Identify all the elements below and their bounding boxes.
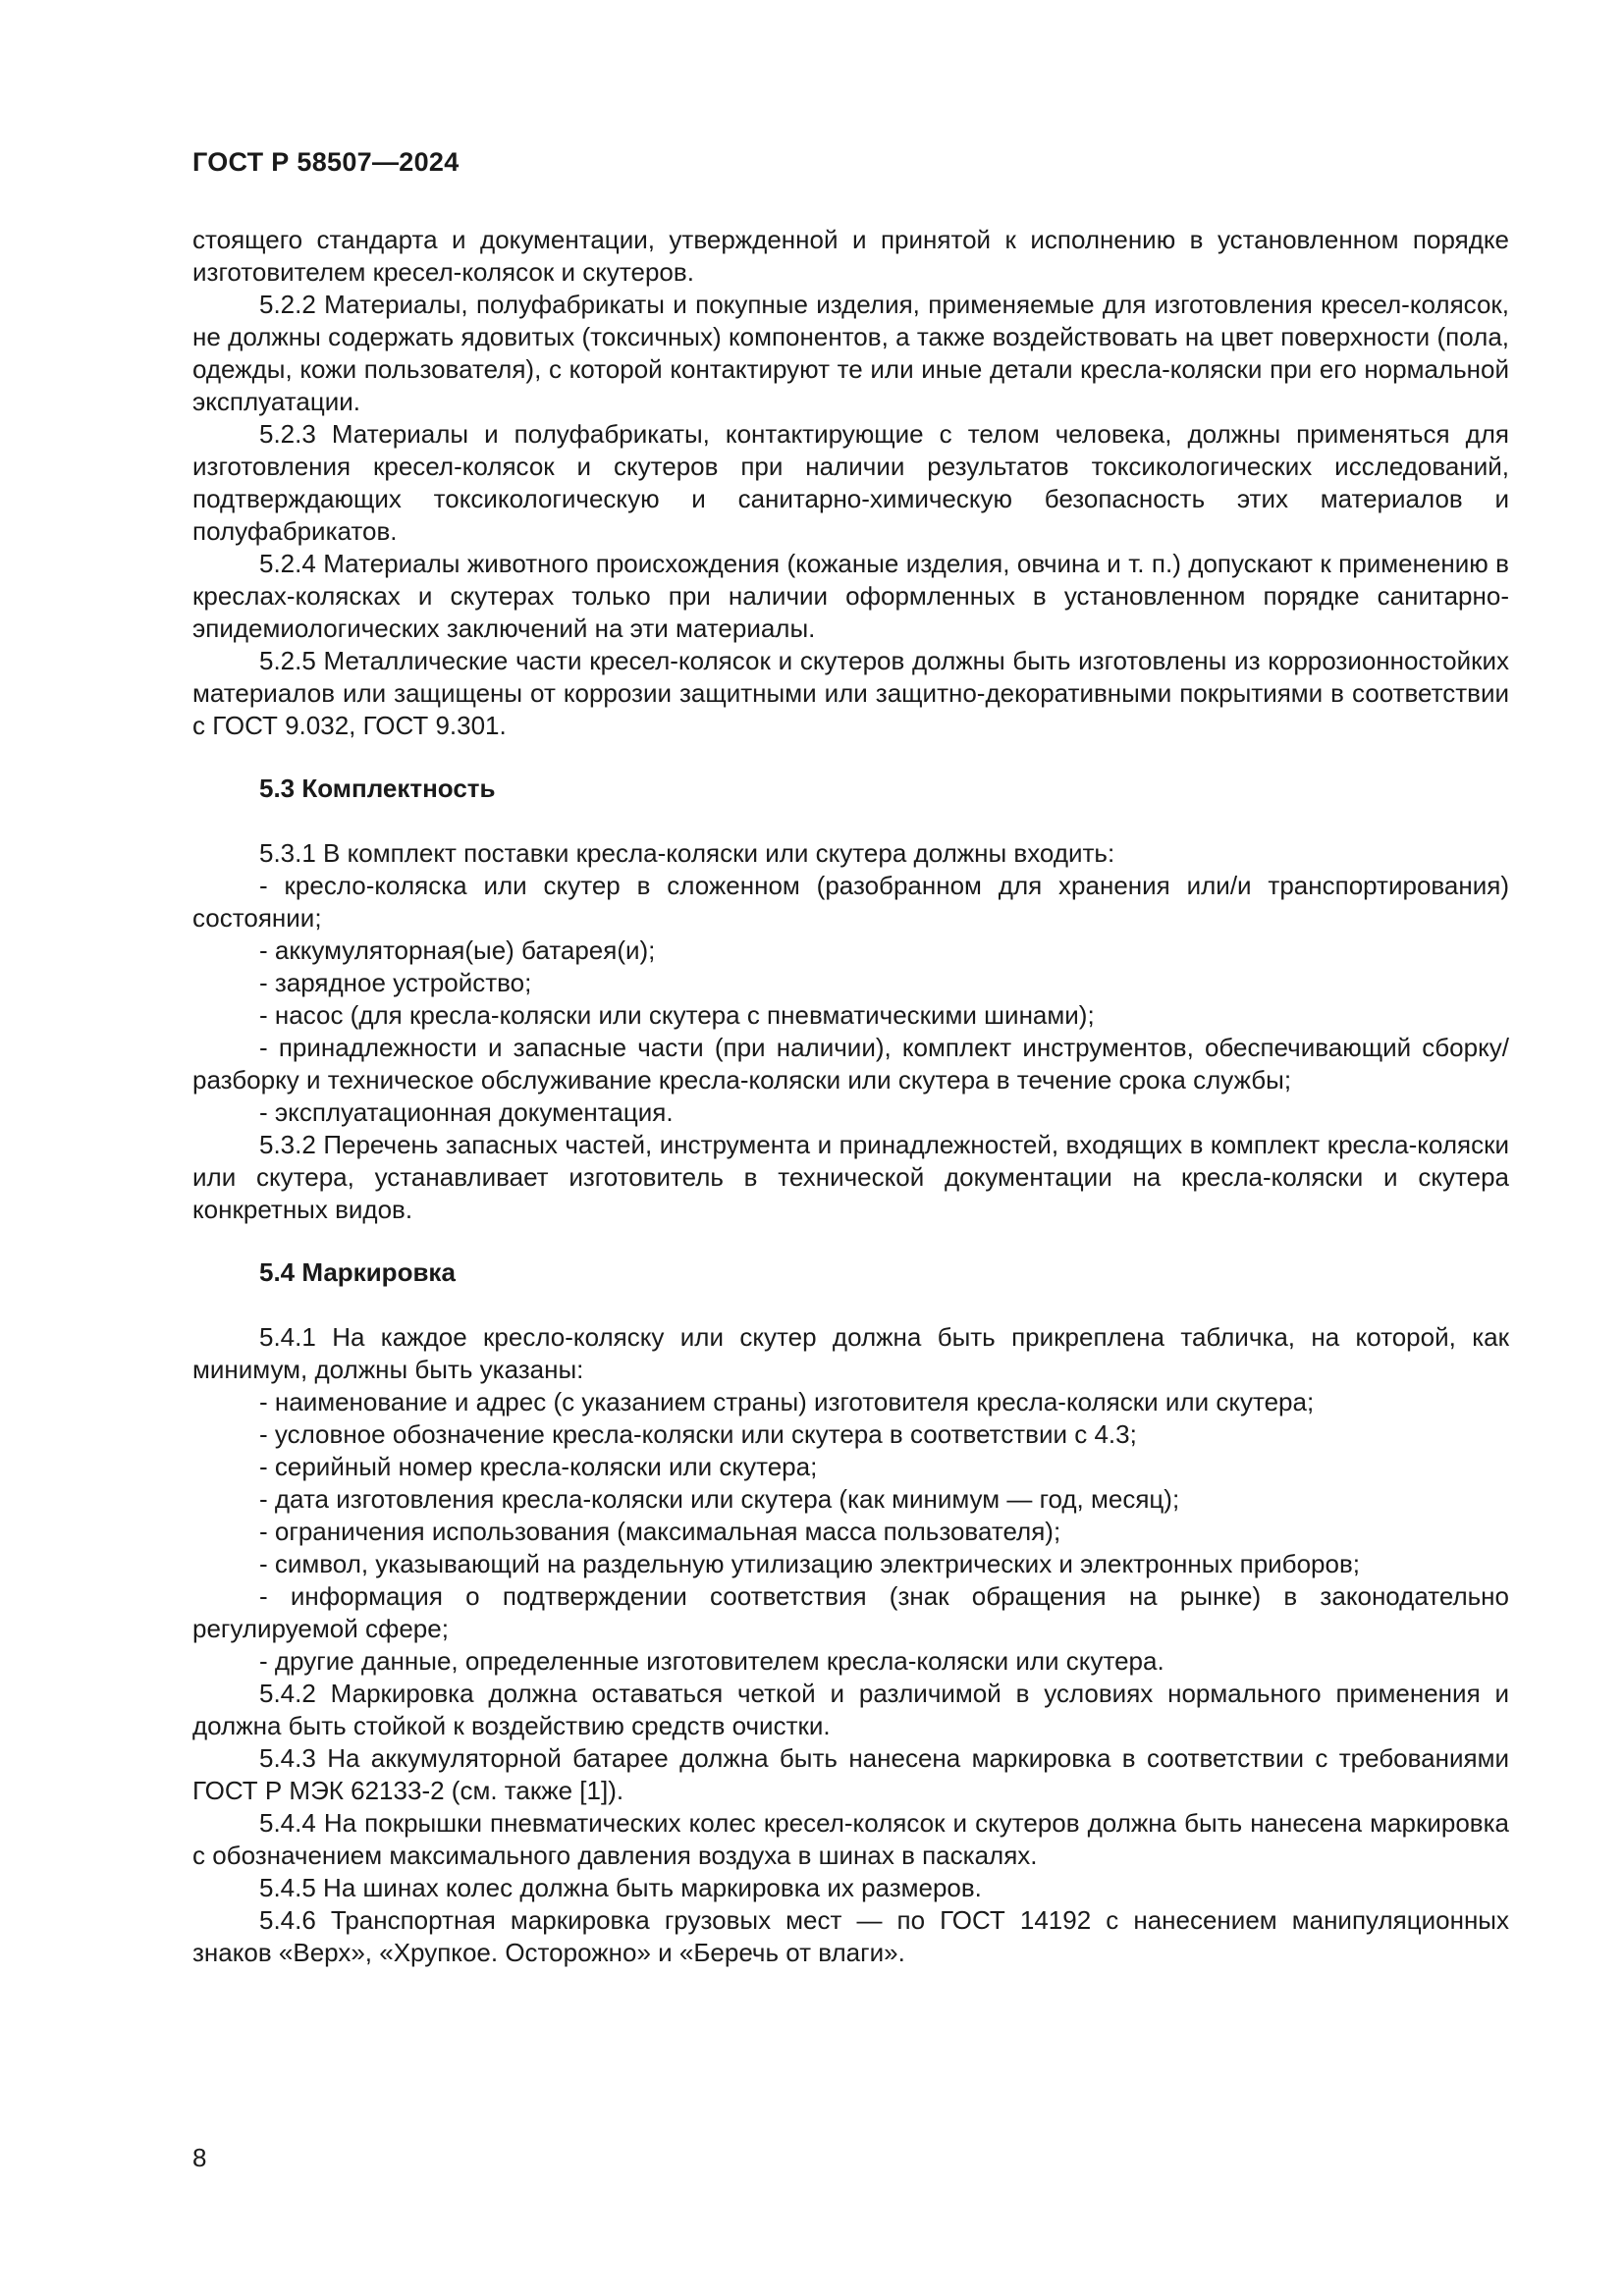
list-item: - серийный номер кресла-коляски или скутера; [259,1452,818,1481]
paragraph-5-2-5: 5.2.5 Металлические части кресел-колясок и скутеров должны быть изготовлены из коррозионностойких материалов или защищены от коррозии защитными или защитно-декоративными покрытиями в соответствии с ГОСТ 9.032, ГОСТ 9.301. [192,646,1509,740]
page-number: 8 [192,2143,207,2172]
paragraph-5-2-2: 5.2.2 Материалы, полуфабрикаты и покупные изделия, применяемые для изготовления кресел-колясок, не должны содержать ядовитых (токсичных) компонентов, а также воздействовать на цвет поверхности (пола, одежды, кожи пользователя), с которой контактируют те или иные детали кресла-коляски при его нормальной эксплуатации. [192,290,1509,416]
list-5-4-1 [192,1386,1509,1678]
list-item: - кресло-коляска или скутер в сложенном (разобранном для хранения или/и транспортирования) состоянии; [192,871,1509,933]
paragraph-5-4-4: 5.4.4 На покрышки пневматических колес кресел-колясок и скутеров должна быть нанесена маркировка с обозначением максимального давления воздуха в шинах в паскалях. [192,1808,1509,1870]
list-item: - аккумуляторная(ые) батарея(и); [259,935,656,965]
document-header: ГОСТ Р 58507—2024 [192,147,460,177]
document-body [192,224,1509,1969]
list-item: - ограничения использования (максимальная масса пользователя); [259,1517,1061,1546]
list-item: - принадлежности и запасные части (при наличии), комплект инструментов, обеспечивающий сборку/разборку и техническое обслуживание кресла-коляски или скутера в течение срока службы; [192,1033,1509,1095]
list-5-3-1 [192,870,1509,1129]
section-heading-5-3: 5.3 Комплектность [259,774,496,803]
paragraph-5-3-1: 5.3.1 В комплект поставки кресла-коляски или скутера должны входить: [259,838,1115,868]
list-item: - другие данные, определенные изготовителем кресла-коляски или скутера. [259,1646,1164,1676]
list-item: - насос (для кресла-коляски или скутера с пневматическими шинами); [259,1000,1095,1030]
paragraph-5-4-1: 5.4.1 На каждое кресло-коляску или скутер должна быть прикреплена табличка, на которой, как минимум, должны быть указаны: [192,1322,1509,1384]
paragraph-5-4-5: 5.4.5 На шинах колес должна быть маркировка их размеров. [259,1873,982,1902]
list-item: - зарядное устройство; [259,968,532,997]
paragraph-5-4-2: 5.4.2 Маркировка должна оставаться четкой и различимой в условиях нормального применения и должна быть стойкой к воздействию средств очистки. [192,1679,1509,1740]
list-item: - дата изготовления кресла-коляски или скутера (как минимум — год, месяц); [259,1484,1180,1514]
list-item: - информация о подтверждении соответствия (знак обращения на рынке) в законодательно регулируемой сфере; [192,1581,1509,1643]
list-item: - символ, указывающий на раздельную утилизацию электрических и электронных приборов; [259,1549,1360,1578]
list-item: - условное обозначение кресла-коляски или скутера в соответствии с 4.3; [259,1419,1137,1449]
list-item: - наименование и адрес (с указанием страны) изготовителя кресла-коляски или скутера; [259,1387,1315,1416]
paragraph-5-2-3: 5.2.3 Материалы и полуфабрикаты, контактирующие с телом человека, должны применяться для изготовления кресел-колясок и скутеров при наличии результатов токсикологических исследований, подтверждающих токсикологическую и санитарно-химическую безопасность этих материалов и полуфабрикатов. [192,419,1509,546]
paragraph-5-2-4: 5.2.4 Материалы животного происхождения (кожаные изделия, овчина и т. п.) допускают к применению в креслах-колясках и скутерах только при наличии оформленных в установленном порядке санитарно-эпидемиологических заключений на эти материалы. [192,549,1509,643]
section-heading-5-4: 5.4 Маркировка [259,1257,456,1287]
paragraph-continuation: стоящего стандарта и документации, утвержденной и принятой к исполнению в установленном порядке изготовителем кресел-колясок и скутеров. [192,225,1509,287]
paragraph-5-3-2: 5.3.2 Перечень запасных частей, инструмента и принадлежностей, входящих в комплект кресла-коляски или скутера, устанавливает изготовитель в технической документации на кресла-коляски и скутера конкретных видов. [192,1130,1509,1224]
paragraph-5-4-3: 5.4.3 На аккумуляторной батарее должна быть нанесена маркировка в соответствии с требованиями ГОСТ Р МЭК 62133-2 (см. также [1]). [192,1743,1509,1805]
list-item: - эксплуатационная документация. [259,1097,674,1127]
paragraph-5-4-6: 5.4.6 Транспортная маркировка грузовых мест — по ГОСТ 14192 с нанесением манипуляционных знаков «Верх», «Хрупкое. Осторожно» и «Беречь от влаги». [192,1905,1509,1967]
